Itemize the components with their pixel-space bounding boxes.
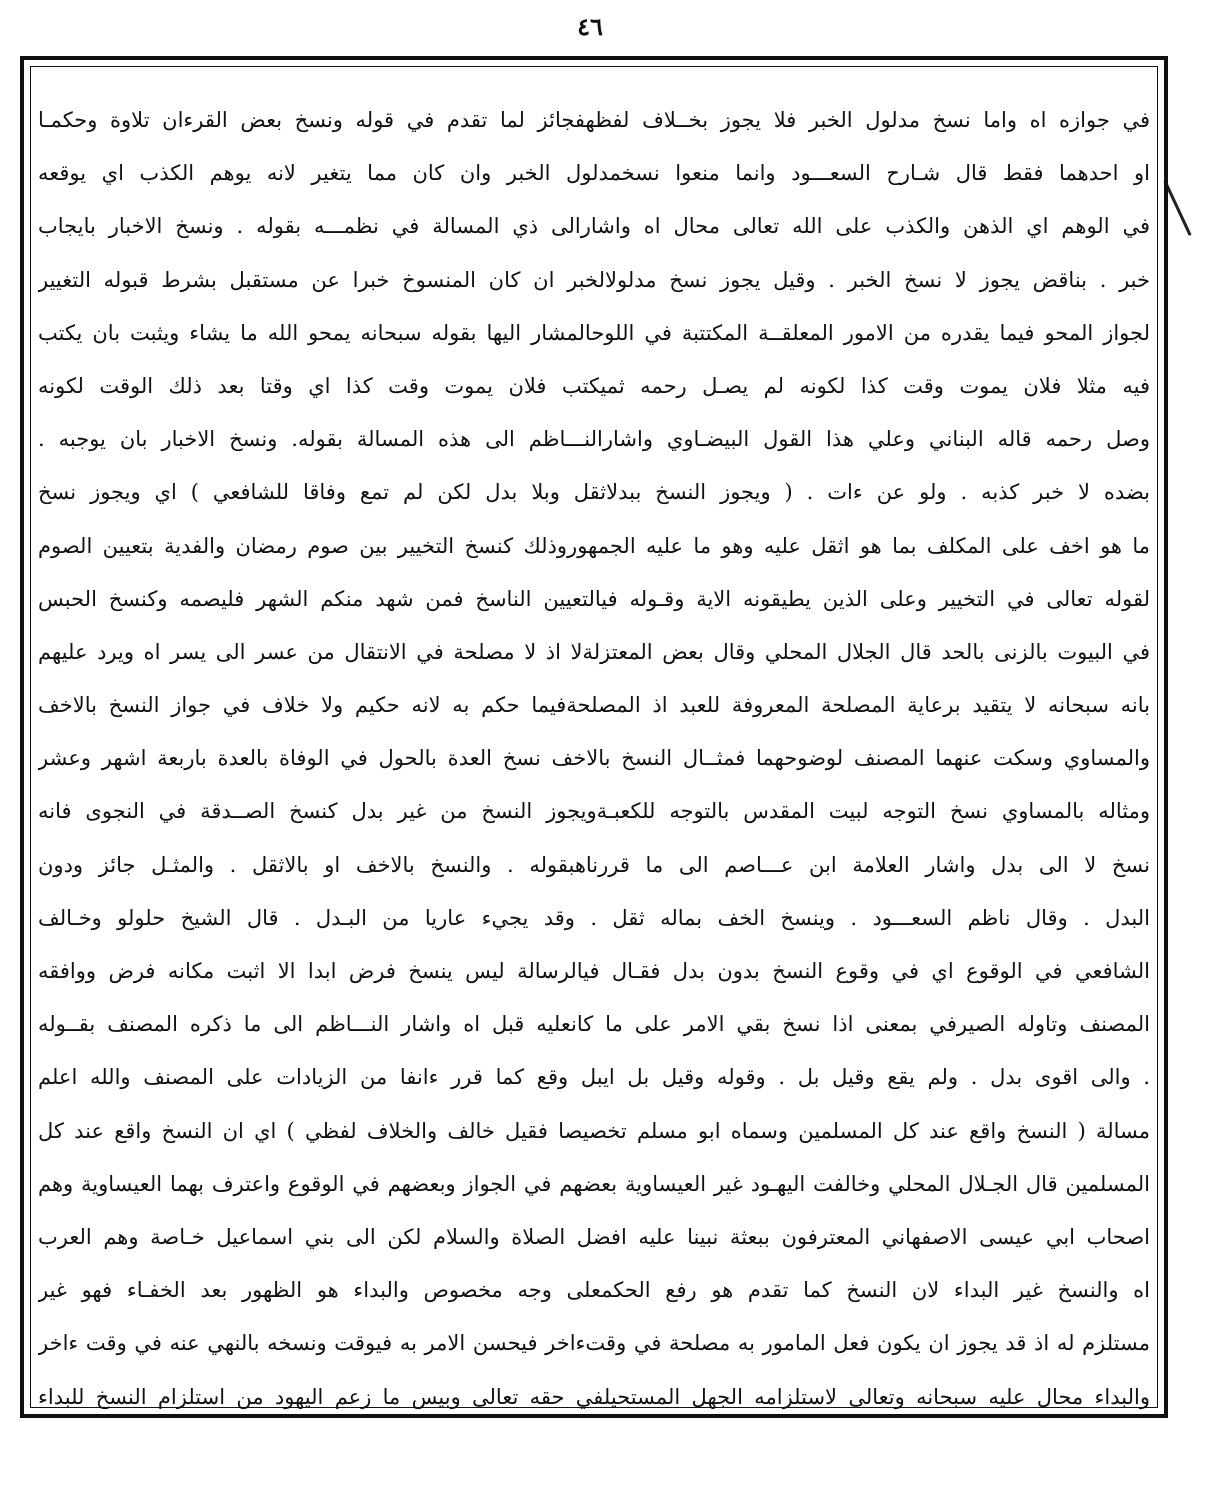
text-line: خبر . بناقض يجوز لا نسخ الخبر . وقيل يجوز نسخ مدلولالخبر ان كان المنسوخ خبرا عن مستقبل بشرط قبوله التغيير xyxy=(38,267,1150,292)
text-line: اه والنسخ غير البداء لان النسخ كما تقدم هو رفع الحكمعلى وجه مخصوص والبداء هو الظهور بعد الخفـاء فهو غير xyxy=(38,1278,1150,1303)
text-line: بضده لا خبر كذبه . ولو عن ءات . ( ويجوز النسخ ببدلاثقل وبلا بدل لكن لم تمع وفاقا للشافعي ) اي ويجوز نسخ xyxy=(38,480,1150,505)
body-text xyxy=(38,94,1150,1424)
text-line: نسخ لا الى بدل واشار العلامة ابن عـــاصم الى ما قررناهبقوله . والنسخ بالاخف او بالاثقل . والمثـل جائز ودون xyxy=(38,852,1150,877)
text-line: . والى اقوى بدل . ولم يقع وقيل بل . وقوله وقيل بل ايبل وقع كما قرر ءانفا من الزيادات على المصنف والله اعلم xyxy=(38,1065,1150,1090)
text-line: في جوازه اه واما نسخ مدلول الخبر فلا يجوز بخــلاف لفظهفجائز لما تقدم في قوله ونسخ بعض القرءان تلاوة وحكمـا xyxy=(38,108,1150,132)
text-line: البدل . وقال ناظم السعـــود . وينسخ الخف بماله ثقل . وقد يجيء عاريا من البـدل . قال الشيخ حلولو وخـالف xyxy=(38,905,1150,930)
text-line: الشافعي في الوقوع اي في وقوع النسخ بدون بدل فقـال فيالرسالة ليس ينسخ فرض ابدا الا اثبت مكانه فرض ووافقه xyxy=(38,959,1150,983)
text-line: او احدهما فقط قال شـارح السعـــود وانما منعوا نسخمدلول الخبر وان كان مما يتغير لانه يوهم الكذب اي يوقعه xyxy=(38,161,1150,186)
text-line: والمساوي وسكت عنهما المصنف لوضوحهما فمثــال النسخ بالاخف نسخ العدة بالحول في الوفاة بالعدة باربعة اشهر وعشر xyxy=(38,746,1150,771)
text-line: مسالة ( النسخ واقع عند كل المسلمين وسماه ابو مسلم تخصيصا فقيل خالف والخلاف لفظي ) اي ان النسخ واقع عند كل xyxy=(38,1118,1150,1143)
text-line: في الوهم اي الذهن والكذب على الله تعالى محال اه واشارالى ذي المسالة في نظمـــه بقوله . ونسخ الاخبار بايجاب xyxy=(38,214,1150,239)
text-line: في البيوت بالزنى بالحد قال الجلال المحلي وقال بعض المعتزلةلا اذ لا مصلحة في الانتقال من عسر الى يسر اه ويرد عليهم xyxy=(38,639,1150,664)
text-line: بانه سبحانه لا يتقيد برعاية المصلحة المعروفة للعبد اذ المصلحةفيما حكم به لانه حكيم ولا خلاف في جواز النسخ بالاخف xyxy=(38,693,1150,718)
page-number: ٤٦ xyxy=(577,12,603,41)
text-line: وصل رحمه قاله البناني وعلي هذا القول البيضـاوي واشارالنـــاظم الى هذه المسالة بقوله. ونسخ الاخبار بان يوجبه . xyxy=(38,427,1150,452)
text-line: لقوله تعالى في التخيير وعلى الذين يطيقونه الاية وقـوله فيالتعيين الناسخ فمن شهد منكم الشهر فليصمه وكنسخ الحبس xyxy=(38,586,1150,611)
page-frame xyxy=(20,56,1168,1418)
text-line: ومثاله بالمساوي نسخ التوجه لبيت المقدس بالتوجه للكعبـةويجوز النسخ من غير بدل كنسخ الصــدقة في النجوى فانه xyxy=(38,799,1150,824)
text-line: مستلزم له اذ قد يجوز ان يكون فعل المامور به مصلحة في وقتءاخر فيحسن الامر به فيوقت ونسخه بالنهي عنه في وقت ءاخر xyxy=(38,1331,1150,1356)
text-line: ما هو اخف على المكلف بما هو اثقل عليه وهو ما عليه الجمهوروذلك كنسخ التخيير بين صوم رمضان والفدية بتعيين الصوم xyxy=(38,533,1150,558)
text-line: والبداء محال عليه سبحانه وتعالى لاستلزامه الجهل المستحيلفي حقه تعالى وبيس ما زعم اليهود من استلزام النسخ للبداء xyxy=(38,1384,1150,1409)
text-line: فيه مثلا فلان يموت وقت كذا لكونه لم يصـل رحمه ثميكتب فلان يموت وقت كذا اي وقتا بعد ذلك الوقت لكونه xyxy=(38,373,1150,398)
text-line: المسلمين قال الجـلال المحلي وخالفت اليهـود غير العيساوية بعضهم في الجواز وبعضهم في الوقوع واعترف بهما العيساوية وهم xyxy=(38,1171,1150,1196)
text-line: لجواز المحو فيما يقدره من الامور المعلقــة المكتتبة في اللوحالمشار اليها بقوله سبحانه يمحو الله ما يشاء ويثبت بان يكتب xyxy=(38,320,1150,345)
text-line: اصحاب ابي عيسى الاصفهاني المعترفون ببعثة نبينا عليه افضل الصلاة والسلام لكن الى بني اسماعيل خـاصة وهم العرب xyxy=(38,1224,1150,1249)
text-line: المصنف وتاوله الصيرفي بمعنى اذا نسخ بقي الامر على ما كانعليه قبل اه واشار النـــاظم الى ما ذكره المصنف بقــوله xyxy=(38,1012,1150,1037)
